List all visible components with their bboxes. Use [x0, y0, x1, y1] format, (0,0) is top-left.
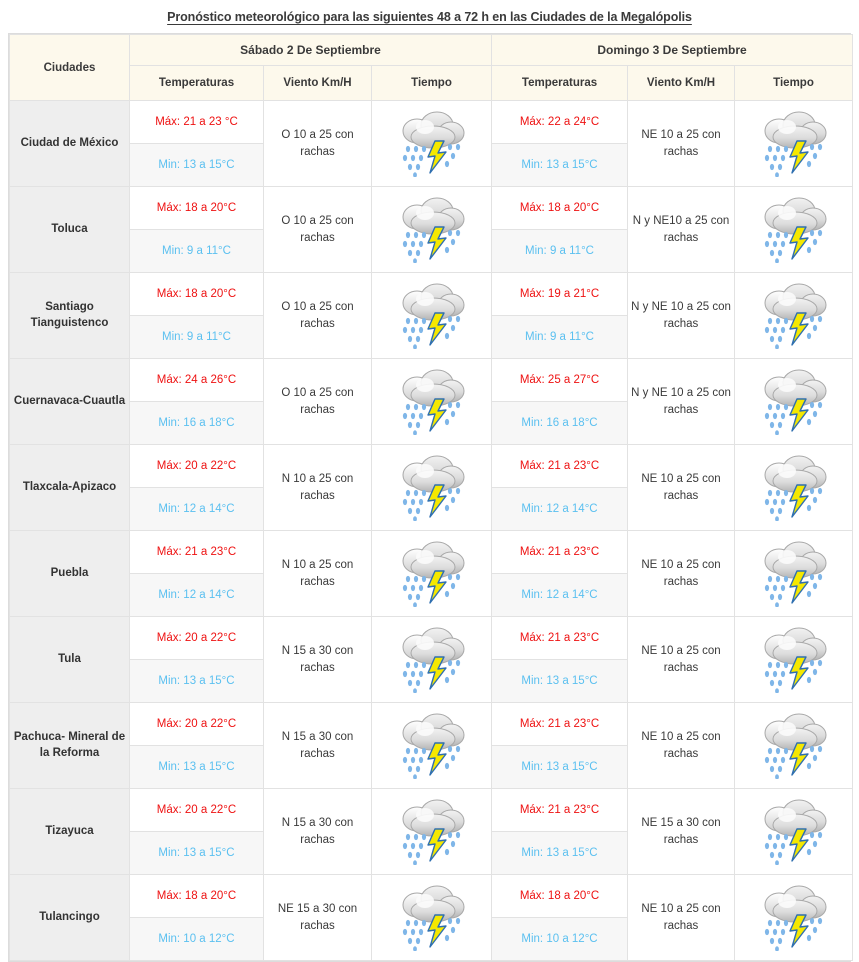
cell-sat-sky — [372, 273, 492, 359]
thunderstorm-rain-icon — [395, 283, 469, 349]
cell-sun-wind: NE 10 a 25 con rachas — [628, 703, 735, 789]
forecast-table — [9, 34, 853, 961]
column-header-sun-tiempo: Tiempo — [735, 66, 853, 101]
cell-sun-min-temp: Min: 13 a 15°C — [492, 660, 628, 703]
cell-sat-max-temp: Máx: 18 a 20°C — [130, 273, 264, 316]
cell-sun-wind: NE 10 a 25 con rachas — [628, 617, 735, 703]
cell-sun-sky — [735, 445, 853, 531]
cell-sat-min-temp: Min: 12 a 14°C — [130, 574, 264, 617]
cell-sat-max-temp: Máx: 20 a 22°C — [130, 789, 264, 832]
table-row — [10, 789, 853, 832]
thunderstorm-rain-icon — [757, 713, 831, 779]
cell-sun-max-temp: Máx: 21 a 23°C — [492, 617, 628, 660]
cell-sat-max-temp: Máx: 18 a 20°C — [130, 875, 264, 918]
table-row — [10, 101, 853, 144]
table-body — [10, 101, 853, 961]
cell-sat-wind: N 15 a 30 con rachas — [264, 789, 372, 875]
cell-sun-max-temp: Máx: 18 a 20°C — [492, 187, 628, 230]
cell-sat-min-temp: Min: 13 a 15°C — [130, 832, 264, 875]
cell-sun-wind: NE 15 a 30 con rachas — [628, 789, 735, 875]
table-row — [10, 445, 853, 488]
cell-sat-min-temp: Min: 13 a 15°C — [130, 746, 264, 789]
column-header-day-saturday: Sábado 2 De Septiembre — [130, 35, 492, 66]
thunderstorm-rain-icon — [757, 627, 831, 693]
thunderstorm-rain-icon — [757, 455, 831, 521]
thunderstorm-rain-icon — [757, 885, 831, 951]
cell-sat-min-temp: Min: 13 a 15°C — [130, 660, 264, 703]
cell-sun-wind: N y NE 10 a 25 con rachas — [628, 273, 735, 359]
cell-sun-min-temp: Min: 13 a 15°C — [492, 144, 628, 187]
header-row-metrics — [10, 66, 853, 101]
cell-sat-max-temp: Máx: 20 a 22°C — [130, 617, 264, 660]
cell-sun-min-temp: Min: 13 a 15°C — [492, 832, 628, 875]
thunderstorm-rain-icon — [395, 197, 469, 263]
cell-sun-min-temp: Min: 9 a 11°C — [492, 230, 628, 273]
thunderstorm-rain-icon — [757, 369, 831, 435]
column-header-sun-temperaturas: Temperaturas — [492, 66, 628, 101]
cell-sun-sky — [735, 187, 853, 273]
cell-sun-min-temp: Min: 10 a 12°C — [492, 918, 628, 961]
page-title-container — [0, 0, 859, 33]
cell-sun-wind: NE 10 a 25 con rachas — [628, 531, 735, 617]
column-header-sat-viento: Viento Km/H — [264, 66, 372, 101]
table-row — [10, 875, 853, 918]
cell-sun-max-temp: Máx: 21 a 23°C — [492, 703, 628, 746]
cell-sun-max-temp: Máx: 21 a 23°C — [492, 445, 628, 488]
cell-sun-wind: NE 10 a 25 con rachas — [628, 101, 735, 187]
cell-city: Ciudad de México — [10, 101, 130, 187]
cell-sun-min-temp: Min: 9 a 11°C — [492, 316, 628, 359]
forecast-table-container — [8, 33, 851, 962]
table-row — [10, 617, 853, 660]
cell-sat-wind: O 10 a 25 con rachas — [264, 273, 372, 359]
thunderstorm-rain-icon — [395, 885, 469, 951]
cell-sun-min-temp: Min: 16 a 18°C — [492, 402, 628, 445]
thunderstorm-rain-icon — [757, 799, 831, 865]
cell-city: Puebla — [10, 531, 130, 617]
table-row — [10, 703, 853, 746]
cell-city: Santiago Tianguistenco — [10, 273, 130, 359]
cell-city: Tizayuca — [10, 789, 130, 875]
cell-sat-wind: O 10 a 25 con rachas — [264, 187, 372, 273]
column-header-sat-tiempo: Tiempo — [372, 66, 492, 101]
cell-sat-min-temp: Min: 10 a 12°C — [130, 918, 264, 961]
page-title: Pronóstico meteorológico para las siguientes 48 a 72 h en las Ciudades de la Megalópolis — [167, 10, 692, 24]
cell-sun-sky — [735, 101, 853, 187]
cell-sat-sky — [372, 445, 492, 531]
cell-city: Tula — [10, 617, 130, 703]
cell-sat-sky — [372, 617, 492, 703]
column-header-cities: Ciudades — [10, 35, 130, 101]
cell-city: Tulancingo — [10, 875, 130, 961]
cell-sun-min-temp: Min: 13 a 15°C — [492, 746, 628, 789]
cell-city: Pachuca- Mineral de la Reforma — [10, 703, 130, 789]
cell-sat-min-temp: Min: 9 a 11°C — [130, 316, 264, 359]
cell-sun-sky — [735, 531, 853, 617]
cell-sun-max-temp: Máx: 22 a 24°C — [492, 101, 628, 144]
table-row — [10, 273, 853, 316]
cell-sat-sky — [372, 875, 492, 961]
cell-sat-max-temp: Máx: 24 a 26°C — [130, 359, 264, 402]
table-row — [10, 187, 853, 230]
cell-sat-sky — [372, 187, 492, 273]
cell-city: Tlaxcala-Apizaco — [10, 445, 130, 531]
column-header-sat-temperaturas: Temperaturas — [130, 66, 264, 101]
cell-sat-wind: NE 15 a 30 con rachas — [264, 875, 372, 961]
cell-sat-max-temp: Máx: 21 a 23 °C — [130, 101, 264, 144]
cell-sat-sky — [372, 531, 492, 617]
cell-sun-wind: N y NE 10 a 25 con rachas — [628, 359, 735, 445]
table-row — [10, 531, 853, 574]
table-row — [10, 359, 853, 402]
column-header-sun-viento: Viento Km/H — [628, 66, 735, 101]
cell-sat-sky — [372, 703, 492, 789]
thunderstorm-rain-icon — [757, 197, 831, 263]
thunderstorm-rain-icon — [757, 283, 831, 349]
cell-sun-sky — [735, 703, 853, 789]
column-header-day-sunday: Domingo 3 De Septiembre — [492, 35, 853, 66]
cell-sat-max-temp: Máx: 20 a 22°C — [130, 445, 264, 488]
cell-sat-wind: N 10 a 25 con rachas — [264, 445, 372, 531]
thunderstorm-rain-icon — [395, 541, 469, 607]
thunderstorm-rain-icon — [395, 627, 469, 693]
cell-city: Cuernavaca-Cuautla — [10, 359, 130, 445]
cell-sat-sky — [372, 359, 492, 445]
cell-sat-min-temp: Min: 16 a 18°C — [130, 402, 264, 445]
cell-sat-max-temp: Máx: 20 a 22°C — [130, 703, 264, 746]
cell-sun-wind: N y NE10 a 25 con rachas — [628, 187, 735, 273]
cell-sun-sky — [735, 359, 853, 445]
thunderstorm-rain-icon — [757, 541, 831, 607]
thunderstorm-rain-icon — [757, 111, 831, 177]
cell-sun-wind: NE 10 a 25 con rachas — [628, 875, 735, 961]
thunderstorm-rain-icon — [395, 111, 469, 177]
cell-sat-wind: N 15 a 30 con rachas — [264, 703, 372, 789]
cell-sat-min-temp: Min: 13 a 15°C — [130, 144, 264, 187]
cell-sun-min-temp: Min: 12 a 14°C — [492, 574, 628, 617]
cell-sat-wind: N 15 a 30 con rachas — [264, 617, 372, 703]
cell-sat-wind: N 10 a 25 con rachas — [264, 531, 372, 617]
cell-sat-sky — [372, 101, 492, 187]
thunderstorm-rain-icon — [395, 713, 469, 779]
cell-sun-max-temp: Máx: 19 a 21°C — [492, 273, 628, 316]
cell-sat-wind: O 10 a 25 con rachas — [264, 101, 372, 187]
cell-sat-wind: O 10 a 25 con rachas — [264, 359, 372, 445]
cell-sat-min-temp: Min: 9 a 11°C — [130, 230, 264, 273]
cell-city: Toluca — [10, 187, 130, 273]
cell-sat-sky — [372, 789, 492, 875]
thunderstorm-rain-icon — [395, 369, 469, 435]
cell-sun-min-temp: Min: 12 a 14°C — [492, 488, 628, 531]
cell-sun-sky — [735, 617, 853, 703]
cell-sun-max-temp: Máx: 25 a 27°C — [492, 359, 628, 402]
cell-sun-sky — [735, 273, 853, 359]
cell-sat-min-temp: Min: 12 a 14°C — [130, 488, 264, 531]
thunderstorm-rain-icon — [395, 455, 469, 521]
header-row-days — [10, 35, 853, 66]
cell-sun-max-temp: Máx: 21 a 23°C — [492, 789, 628, 832]
cell-sun-max-temp: Máx: 21 a 23°C — [492, 531, 628, 574]
cell-sun-sky — [735, 789, 853, 875]
cell-sun-wind: NE 10 a 25 con rachas — [628, 445, 735, 531]
cell-sat-max-temp: Máx: 21 a 23°C — [130, 531, 264, 574]
cell-sat-max-temp: Máx: 18 a 20°C — [130, 187, 264, 230]
table-header — [10, 35, 853, 101]
cell-sun-max-temp: Máx: 18 a 20°C — [492, 875, 628, 918]
thunderstorm-rain-icon — [395, 799, 469, 865]
cell-sun-sky — [735, 875, 853, 961]
